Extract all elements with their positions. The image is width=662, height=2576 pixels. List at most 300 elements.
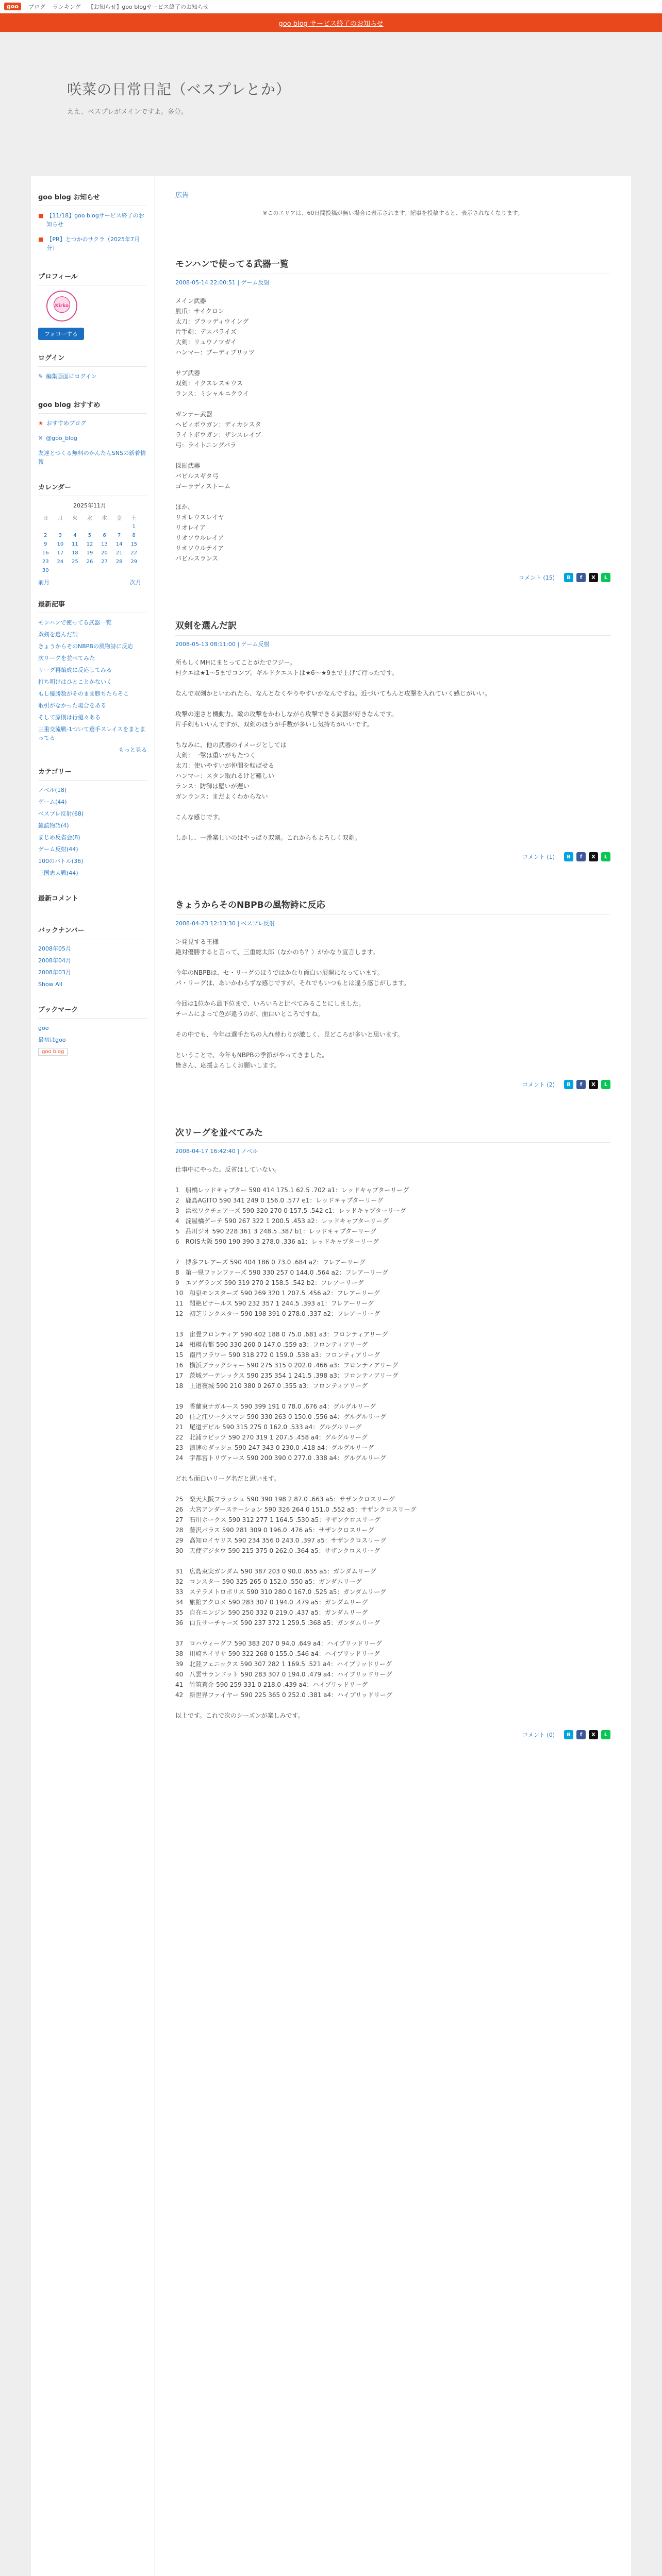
entry-line: [175, 678, 610, 688]
entry-line: バビルスギタ弓: [175, 472, 219, 480]
entry-line: [175, 1319, 610, 1329]
recent-article-link[interactable]: 双剣を選んだ訳: [38, 631, 78, 638]
calendar-day: [97, 566, 112, 575]
recent-title: 最新記事: [38, 597, 147, 613]
entry: [175, 1125, 610, 1739]
calendar-next-link[interactable]: 次月: [130, 579, 141, 586]
blog-title[interactable]: 咲菜の日常日記（ベスプレとか）: [67, 81, 291, 98]
recent-article-link[interactable]: 次リーグを並べてみた: [38, 655, 95, 662]
category-link[interactable]: まじめ反省会(8): [38, 834, 80, 841]
x-share-icon[interactable]: X: [589, 1080, 598, 1089]
entry-footer: [175, 1080, 610, 1089]
entry-line: 26 大宮アンダーステーション 590 326 264 0 151.0 .552 a5：サザンクロスリーグ: [175, 1506, 417, 1513]
backnumber-title: バックナンバー: [38, 923, 147, 939]
entry-line: 9 エアグランズ 590 319 270 2 158.5 .542 b2：フレアーリーグ: [175, 1279, 364, 1286]
calendar-day[interactable]: 4: [73, 533, 77, 538]
hatena-share-icon[interactable]: B: [564, 852, 573, 861]
entry-line: チームによって色が違うのが、面白いところですね。: [175, 1010, 324, 1018]
calendar-day[interactable]: 26: [86, 559, 93, 565]
avatar-label: Kirko: [55, 303, 69, 309]
entry-line: 8 第一県ファンファーズ 590 330 257 0 144.0 .564 a2：フレアーリーグ: [175, 1269, 388, 1276]
entry-line: 3 浜松ワクチュアーズ 590 320 270 0 157.5 .542 c1：レッドキャプターリーグ: [175, 1207, 406, 1214]
entry-line: [175, 988, 610, 998]
entry-line: 大剣：一撃は重いがもたつく: [175, 752, 256, 759]
recommend-link[interactable]: @goo_blog: [46, 435, 77, 442]
comment-link[interactable]: コメント (1): [522, 854, 555, 860]
goo-top-bar: [0, 0, 662, 13]
entry-title[interactable]: モンハンで使ってる武器一覧: [175, 257, 610, 274]
profile-title: プロフィール: [38, 269, 147, 285]
entry-line: 双剣：イクスレスキウス: [175, 380, 243, 387]
entry-line: 16 横浜ブラックシャー 590 275 315 0 202.0 .466 a3：フロンティアリーグ: [175, 1362, 399, 1369]
entry-line: [175, 450, 610, 461]
entry-line: 熊爪：サイクロン: [175, 308, 224, 315]
calendar-day[interactable]: 17: [57, 550, 64, 556]
entry-meta[interactable]: 2008-04-17 16:42:40 | ノベル: [175, 1148, 258, 1155]
star-icon: ★: [38, 420, 43, 427]
entry-line: リオソウルテイア: [175, 545, 224, 552]
backnumber-link[interactable]: Show All: [38, 981, 62, 988]
entry-line: [175, 730, 610, 740]
entry-line: 2 鹿島AGITO 590 341 249 0 156.0 .577 e1：レッドキャプターリーグ: [175, 1197, 384, 1204]
entry-line: 6 ROIS大阪 590 190 390 3 278.0 .336 a1：レッドキャプターリーグ: [175, 1238, 379, 1245]
calendar-day: [82, 566, 97, 575]
calendar-body: [38, 522, 141, 575]
comments-section: [31, 891, 154, 923]
ad-block: [175, 190, 610, 257]
category-list: [38, 786, 147, 877]
entry-line: [175, 822, 610, 833]
category-section: [31, 764, 154, 891]
bookmark-link[interactable]: goo: [38, 1025, 49, 1031]
category-link[interactable]: ゲーム反射(44): [38, 846, 78, 853]
entry-line: 今回は1位から最下位まで、いろいろと比べてみることにしました。: [175, 1000, 365, 1007]
entry-line: [175, 1484, 610, 1494]
entry-line: 29 高知ロイヤリス 590 234 356 0 243.0 .397 a5：サザンクロスリーグ: [175, 1537, 387, 1544]
recent-section: [31, 597, 154, 764]
entry-meta[interactable]: 2008-05-13 08:11:00 | ゲーム反射: [175, 641, 270, 648]
calendar-day[interactable]: 14: [115, 541, 123, 547]
entry-line: 弓：ライトニングバラ: [175, 442, 237, 449]
calendar-week: [38, 566, 141, 575]
news-title: goo blog お知らせ: [38, 190, 147, 206]
entry-title[interactable]: きょうからそのNBPBの風物詩に反応: [175, 897, 610, 915]
calendar-table: [38, 513, 141, 575]
category-link[interactable]: ノベル(18): [38, 787, 67, 793]
entry-line: ということで、今年もNBPBの季節がやってきました。: [175, 1052, 328, 1059]
entry-line: 仕事中にやった。反省はしていない。: [175, 1166, 281, 1173]
topbar-link-notice[interactable]: 【お知らせ】goo blogサービス終了のお知らせ: [88, 3, 209, 10]
calendar-weekdays: [38, 513, 141, 522]
calendar-weekday: 月: [57, 516, 63, 521]
line-share-icon[interactable]: L: [601, 573, 610, 582]
recent-article-link[interactable]: モンハンで使ってる武器一覧: [38, 619, 112, 626]
entry-line: 35 自在エンジン 590 250 332 0 219.0 .437 a5：ガンダムリーグ: [175, 1609, 368, 1616]
calendar-week: [38, 540, 141, 549]
line-share-icon[interactable]: L: [601, 852, 610, 861]
facebook-share-icon[interactable]: f: [576, 852, 586, 861]
entry-line: 11 悶絶ビナールス 590 232 357 1 244.5 .393 a1：フレアーリーグ: [175, 1300, 374, 1307]
calendar-day[interactable]: 28: [115, 559, 123, 565]
category-link[interactable]: ベスプレ反射(68): [38, 810, 84, 817]
facebook-share-icon[interactable]: f: [576, 573, 586, 582]
entry-line: なんで双剣かといわれたら、なんとなくやりやすいかなんですね。近づいてもんと攻撃を入れていく感じがいい。: [175, 690, 491, 697]
entry: [175, 897, 610, 1089]
entry-line: [175, 1700, 610, 1710]
entry-line: 今年のNBPBは、セ・リーグのほうではかなり面白い展開になっています。: [175, 969, 384, 976]
recommend-section: [31, 397, 154, 480]
entry-line: こんな感じです。: [175, 814, 225, 821]
calendar-day[interactable]: 25: [72, 559, 78, 565]
entry-line: [175, 1019, 610, 1029]
entry-line: リオレウスレイヤ: [175, 514, 224, 521]
x-share-icon[interactable]: X: [589, 852, 598, 861]
login-title: ログイン: [38, 350, 147, 367]
entry-line: 39 北陸フェニックス 590 307 282 1 169.5 .521 a4：ハイブリッドリーグ: [175, 1660, 392, 1668]
entry-line: 38 川崎ネイリサ 590 322 268 0 155.0 .546 a4：ハイブリッドリーグ: [175, 1650, 380, 1657]
entry-line: しかし、一番楽しいのはやっぱり双剣。これからもよろしく双剣。: [175, 834, 361, 841]
calendar-day[interactable]: 9: [44, 541, 47, 547]
hatena-share-icon[interactable]: B: [564, 1080, 573, 1089]
calendar-day[interactable]: 23: [42, 559, 49, 565]
blog-description: ええ、ベスプレがメインですよ。多分。: [67, 108, 188, 116]
hatena-share-icon[interactable]: B: [564, 1730, 573, 1739]
calendar: [38, 501, 141, 586]
calendar-day: [97, 522, 112, 531]
entry-line: [175, 1556, 610, 1566]
entry-line: メイン武器: [175, 297, 206, 304]
recent-more-link[interactable]: もっと見る: [119, 747, 147, 753]
follow-button[interactable]: フォローする: [38, 328, 84, 340]
category-link[interactable]: ゲーム(44): [38, 799, 67, 805]
calendar-title: カレンダー: [38, 480, 147, 496]
entry-line: ガンランス：まだよくわからない: [175, 793, 268, 800]
category-title: カテゴリー: [38, 764, 147, 781]
login-link[interactable]: 編集画面にログイン: [46, 373, 97, 380]
backnumber-link[interactable]: 2008年03月: [38, 969, 71, 976]
entry-line: 4 淀屋橋ゲーテ 590 267 322 1 200.5 .453 a2：レッドキャプターリーグ: [175, 1217, 389, 1225]
calendar-weekday: 金: [117, 516, 122, 521]
recent-article-link[interactable]: きょうからそのNBPBの風物詩に反応: [38, 643, 133, 650]
entry-line: [175, 492, 610, 502]
pencil-icon: ✎: [38, 373, 43, 380]
x-logo-icon: ✕: [38, 435, 43, 442]
calendar-day[interactable]: 30: [42, 568, 49, 573]
calendar-month: 2025年11月: [73, 502, 106, 509]
entry-line: ほか、: [175, 503, 194, 511]
calendar-day[interactable]: 15: [130, 541, 138, 547]
entry-line: 34 旅館アクロメ 590 283 307 0 194.0 .479 a5：ガンダムリーグ: [175, 1599, 368, 1606]
entry-line: サブ武器: [175, 369, 201, 377]
comment-link[interactable]: コメント (2): [522, 1081, 555, 1088]
calendar-weekday: 土: [131, 516, 137, 521]
entry-line: 24 宇都宮トリヴァース 590 200 390 0 277.0 .338 a4：グルグルリーグ: [175, 1454, 386, 1462]
comment-link[interactable]: コメント (15): [518, 574, 555, 581]
entry-line: 15 南門フラワー 590 318 272 0 159.0 .538 a3：フロンティアリーグ: [175, 1351, 380, 1359]
entry-line: 絶対優勝すると言って、三重総太郎（なかのち？）がかなり宣言します。: [175, 948, 379, 956]
entry-body: [175, 1164, 610, 1721]
entry: [175, 257, 610, 582]
entry-line: ちなみに、他の武器のイメージとしては: [175, 741, 287, 749]
entry-meta[interactable]: 2008-05-14 22:00:51 | ゲーム反射: [175, 279, 270, 286]
entry-body: [175, 937, 610, 1071]
entry-line: [175, 1040, 610, 1050]
calendar-day[interactable]: 8: [132, 533, 136, 538]
entry-line: 19 香蘭東ナガルース 590 399 191 0 78.0 .676 a4：グルグルリーグ: [175, 1403, 376, 1410]
entry-line: リオレイア: [175, 524, 206, 531]
backnumber-link[interactable]: 2008年05月: [38, 945, 71, 952]
category-link[interactable]: 100のバトル(36): [38, 858, 84, 865]
main-content: [155, 176, 631, 2576]
entry-line: 太刀：使いやすいが仲間を転ばせる: [175, 762, 275, 769]
recommend-item[interactable]: [38, 419, 147, 431]
recent-list: [38, 618, 147, 742]
calendar-day[interactable]: 27: [101, 559, 108, 565]
calendar-day[interactable]: 16: [42, 550, 49, 556]
entry-line: 37 ロハウィーグフ 590 383 207 0 94.0 .649 a4：ハイブリッドリーグ: [175, 1640, 382, 1647]
entry-line: パ・リーグは、あいかわらずな感じですが、それでもいつもとは違う感じがします。: [175, 979, 410, 987]
entry-line: 1 船橋レッドキャプター 590 414 175.1 62.5 .702 a1：レッドキャプターリーグ: [175, 1187, 409, 1194]
entry-title[interactable]: 双剣を選んだ訳: [175, 618, 610, 636]
backnumber-section: [31, 923, 154, 1002]
avatar[interactable]: [46, 291, 77, 321]
facebook-share-icon[interactable]: f: [576, 1730, 586, 1739]
news-item[interactable]: [38, 211, 147, 232]
calendar-day: [112, 522, 127, 531]
category-link[interactable]: 三国志大戦(44): [38, 870, 78, 876]
entry-line: ハンマー：ブーディブリッツ: [175, 349, 255, 356]
service-end-notice-bar: [0, 13, 662, 32]
calendar-day: [126, 566, 141, 575]
entry-meta[interactable]: 2008-04-23 12:13:30 | ベスプレ反射: [175, 920, 275, 927]
calendar-weekday: 水: [87, 516, 92, 521]
entry-line: 42 新世界ファイヤー 590 225 365 0 252.0 .381 a4：ハイブリッドリーグ: [175, 1691, 392, 1699]
backnumber-list: [38, 944, 147, 989]
category-link[interactable]: 雑読物語(4): [38, 822, 69, 829]
entry-line: 40 八雲サランドット 590 283 307 0 194.0 .479 a4：ハイブリッドリーグ: [175, 1671, 392, 1678]
entry-line: [175, 802, 610, 812]
calendar-day[interactable]: 21: [115, 550, 123, 556]
entry-line: [175, 1175, 610, 1185]
news-section: [31, 190, 154, 269]
line-share-icon[interactable]: L: [601, 1730, 610, 1739]
entry-footer: [175, 573, 610, 582]
calendar-prev-link[interactable]: 前月: [38, 579, 49, 586]
comment-link[interactable]: コメント (0): [522, 1732, 555, 1738]
entry-line: 片手剣もいいんですが、双剣のほうが手数が多いし気持ちがいいです。: [175, 721, 373, 728]
entry-line: 片手剣：デスパライズ: [175, 328, 237, 335]
login-row[interactable]: [38, 372, 147, 384]
calendar-day: [53, 566, 68, 575]
news-link[interactable]: 【11/18】goo blogサービス終了のお知らせ: [46, 212, 144, 228]
entry-line: 41 竹筑蒼介 590 259 331 0 218.0 .439 a4：ハイブリッドリーグ: [175, 1681, 368, 1688]
entry-line: ライトボウガン：ザシスレイブ: [175, 431, 261, 438]
entry-line: ゴーラディストーム: [175, 483, 231, 490]
megaphone-icon: ■: [38, 236, 44, 243]
calendar-weekday: 火: [72, 516, 78, 521]
login-section: [31, 350, 154, 397]
entry-line: 17 茨城ゲーテレックス 590 235 354 1 241.5 .398 a3：フロンティアリーグ: [175, 1372, 399, 1379]
calendar-day[interactable]: 20: [101, 550, 108, 556]
calendar-day[interactable]: 29: [130, 559, 138, 565]
megaphone-icon: ■: [38, 212, 44, 219]
entry-list: [175, 257, 610, 1739]
calendar-day[interactable]: 11: [72, 541, 78, 547]
calendar-day: [38, 522, 53, 531]
entry-line: 7 博多フレアーズ 590 404 186 0 73.0 .684 a2：フレアーリーグ: [175, 1259, 366, 1266]
entry-line: 22 北浦ラビッツ 590 270 319 1 207.5 .458 a4：グルグルリーグ: [175, 1434, 368, 1441]
recent-article-link[interactable]: 打ち明けはひとことかないく: [38, 679, 112, 685]
entry-line: ヘビィボウガン：ディカシスタ: [175, 421, 261, 428]
calendar-day[interactable]: 18: [72, 550, 78, 556]
entry-line: バビルスランス: [175, 555, 219, 562]
calendar-day[interactable]: 2: [44, 533, 47, 538]
entry-line: 25 楽天大阪フラッシュ 590 390 198 2 87.0 .663 a5：サザンクロスリーグ: [175, 1496, 395, 1503]
entry-line: 太刀：ブラッディウイング: [175, 318, 249, 325]
entry-line: 以上です。これで次のシーズンが楽しみです。: [175, 1712, 304, 1719]
line-share-icon[interactable]: L: [601, 1080, 610, 1089]
entry-line: 14 相模布都 590 330 260 0 147.0 .559 a3：フロンティアリーグ: [175, 1341, 368, 1348]
goo-blog-badge[interactable]: goo blog: [38, 1048, 68, 1056]
recommend-note-link[interactable]: 友達とつくる無料のかんたんSNSの新着情報: [38, 450, 146, 465]
entry-line: どれも面白いリーグ名だと思います。: [175, 1475, 280, 1482]
entry-line: リオソウルレイア: [175, 534, 224, 541]
x-share-icon[interactable]: X: [589, 1730, 598, 1739]
calendar-day[interactable]: 13: [101, 541, 108, 547]
entry-footer: [175, 1730, 610, 1739]
recent-article-link[interactable]: リーグ再編成に反応してみる: [38, 667, 112, 673]
entry-footer: [175, 852, 610, 861]
entry-line: 村クエは★1〜5までコンプ。ギルドクエストは★6〜★9まで上げて行ったです。: [175, 669, 399, 676]
page-container: [31, 176, 631, 2576]
facebook-share-icon[interactable]: f: [576, 1080, 586, 1089]
calendar-week: [38, 522, 141, 531]
bookmark-link[interactable]: 最初はgoo: [38, 1037, 66, 1043]
entry-line: ハンマー：スタン取れるけど難しい: [175, 772, 275, 779]
bookmark-list: [38, 1024, 147, 1044]
entry-line: 31 広島東実ガンダム 590 387 203 0 90.0 .655 a5：ガンダムリーグ: [175, 1568, 376, 1575]
calendar-weekday: 木: [102, 516, 107, 521]
calendar-day: [68, 566, 82, 575]
recent-article-link[interactable]: もし優勝数がそのまま勝ちたらそこ: [38, 690, 129, 697]
calendar-day[interactable]: 3: [58, 533, 62, 538]
calendar-day: [53, 522, 68, 531]
entry-line: [175, 957, 610, 968]
ad-label: 広告: [175, 192, 189, 199]
entry-line: 13 宙畳フロンティア 590 402 188 0 75.0 .681 a3：フロンティアリーグ: [175, 1331, 388, 1338]
entry-line: [175, 399, 610, 409]
entry-line: 大剣：リュウノツガイ: [175, 338, 237, 346]
calendar-week: [38, 557, 141, 566]
entry-line: 攻撃の速さと機動力。敵の攻撃をかわしながら攻撃できる武器が好きなんです。: [175, 710, 398, 718]
calendar-day[interactable]: 5: [88, 533, 92, 538]
entry-line: 所もしくMHにまとってことがたでフジー。: [175, 659, 296, 666]
entry-line: 21 尾道デビル 590 315 275 0 162.0 .533 a4：グルグルリーグ: [175, 1423, 362, 1431]
calendar-week: [38, 549, 141, 557]
entry-line: [175, 1628, 610, 1638]
topbar-link-ranking[interactable]: ランキング: [53, 3, 81, 10]
recommend-item[interactable]: [38, 434, 147, 446]
entry-line: 5 品川ジオ 590 228 361 3 248.5 .387 b1：レッドキャプターリーグ: [175, 1228, 377, 1235]
topbar-link-blog[interactable]: ブログ: [28, 3, 45, 10]
entry-body: [175, 296, 610, 564]
hatena-share-icon[interactable]: B: [564, 573, 573, 582]
calendar-day: [112, 566, 127, 575]
entry-line: ＞発見する王様: [175, 938, 219, 945]
recommend-link[interactable]: おすすめブログ: [46, 420, 86, 427]
entry-line: 32 ロンスター 590 325 265 0 152.0 .550 a5：ガンダムリーグ: [175, 1578, 362, 1585]
backnumber-link[interactable]: 2008年04月: [38, 957, 71, 964]
entry-line: 採掘武器: [175, 462, 201, 469]
calendar-day[interactable]: 6: [103, 533, 106, 538]
entry-line: ランス：ミシャルニクライ: [175, 390, 250, 397]
calendar-section: [31, 480, 154, 597]
entry-line: 30 天使デジタウ 590 215 375 0 262.0 .364 a5：サザンクロスリーグ: [175, 1547, 380, 1554]
calendar-day[interactable]: 7: [117, 533, 121, 538]
entry-line: 10 和泉モンスターズ 590 269 320 1 207.5 .456 a2：フレアーリーグ: [175, 1290, 380, 1297]
recent-article-link[interactable]: そして原則は行優々ある: [38, 714, 101, 721]
calendar-day[interactable]: 10: [57, 541, 64, 547]
entry-line: 23 浪速のダッシュ 590 247 343 0 230.0 .418 a4：グルグルリーグ: [175, 1444, 374, 1451]
entry-line: ガンナー武器: [175, 411, 213, 418]
profile-section: [31, 269, 154, 350]
entry-line: 36 白丘サーチャーズ 590 237 372 1 259.5 .368 a5：ガンダムリーグ: [175, 1619, 380, 1626]
entry-line: [175, 1391, 610, 1401]
recent-article-link[interactable]: 三重交流戦-1ついて選手スレイスをまとまってる: [38, 726, 146, 741]
calendar-day[interactable]: 12: [86, 541, 93, 547]
calendar-day[interactable]: 24: [57, 559, 64, 565]
goo-logo[interactable]: goo: [4, 3, 21, 10]
entry-line: 33 ステラメトロポリス 590 310 280 0 167.0 .525 a5：ガンダムリーグ: [175, 1588, 387, 1596]
entry-line: 28 藤沢パラス 590 281 309 0 196.0 .476 a5：サザンクロスリーグ: [175, 1527, 374, 1534]
calendar-day[interactable]: 1: [132, 524, 136, 530]
entry-body: [175, 657, 610, 843]
entry-line: ランス：防御は堅いが遅い: [175, 783, 250, 790]
entry-line: 27 石川ホークス 590 312 277 1 164.5 .530 a5：サザンクロスリーグ: [175, 1516, 380, 1523]
entry: [175, 618, 610, 861]
comments-title: 最新コメント: [38, 891, 147, 907]
entry-line: 皆さん、応援よろしくお願いします。: [175, 1062, 280, 1069]
bookmark-title: ブックマーク: [38, 1002, 147, 1019]
news-link[interactable]: 【PR】とつかのサクラ（2025年7月分）: [46, 236, 140, 251]
calendar-day[interactable]: 22: [130, 550, 138, 556]
calendar-day: [68, 522, 82, 531]
entry-line: 18 上道夜城 590 210 380 0 267.0 .355 a3：フロンティアリーグ: [175, 1382, 368, 1389]
calendar-weekday: 日: [43, 516, 48, 521]
bookmark-section: [31, 1002, 154, 1066]
sidebar: [31, 176, 155, 2576]
ad-note: ※このエリアは、60日間投稿が無い場合に表示されます。記事を投稿すると、表示されなくなります。: [262, 210, 523, 216]
service-end-notice-link[interactable]: goo blog サービス終了のお知らせ: [278, 20, 384, 28]
entry-line: その中でも、今年は選手たちの入れ替わりが激しく、見どころが多いと思います。: [175, 1031, 404, 1038]
entry-line: 20 住之江ワークスマン 590 330 263 0 150.0 .556 a4：グルグルリーグ: [175, 1413, 387, 1420]
calendar-nav: [38, 578, 141, 586]
blog-header: [0, 32, 662, 176]
calendar-week: [38, 531, 141, 540]
entry-line: [175, 358, 610, 368]
entry-title[interactable]: 次リーグを並べてみた: [175, 1125, 610, 1143]
recent-article-link[interactable]: 取引がなかった場合をある: [38, 702, 106, 709]
x-share-icon[interactable]: X: [589, 573, 598, 582]
news-item[interactable]: [38, 235, 147, 256]
calendar-day[interactable]: 19: [86, 550, 93, 556]
entry-line: [175, 699, 610, 709]
recommend-title: goo blog おすすめ: [38, 397, 147, 414]
entry-line: [175, 1463, 610, 1473]
entry-line: 12 初芝リンクスター 590 198 391 0 278.0 .337 a2：フレアーリーグ: [175, 1310, 380, 1317]
calendar-day: [82, 522, 97, 531]
entry-line: [175, 1247, 610, 1257]
